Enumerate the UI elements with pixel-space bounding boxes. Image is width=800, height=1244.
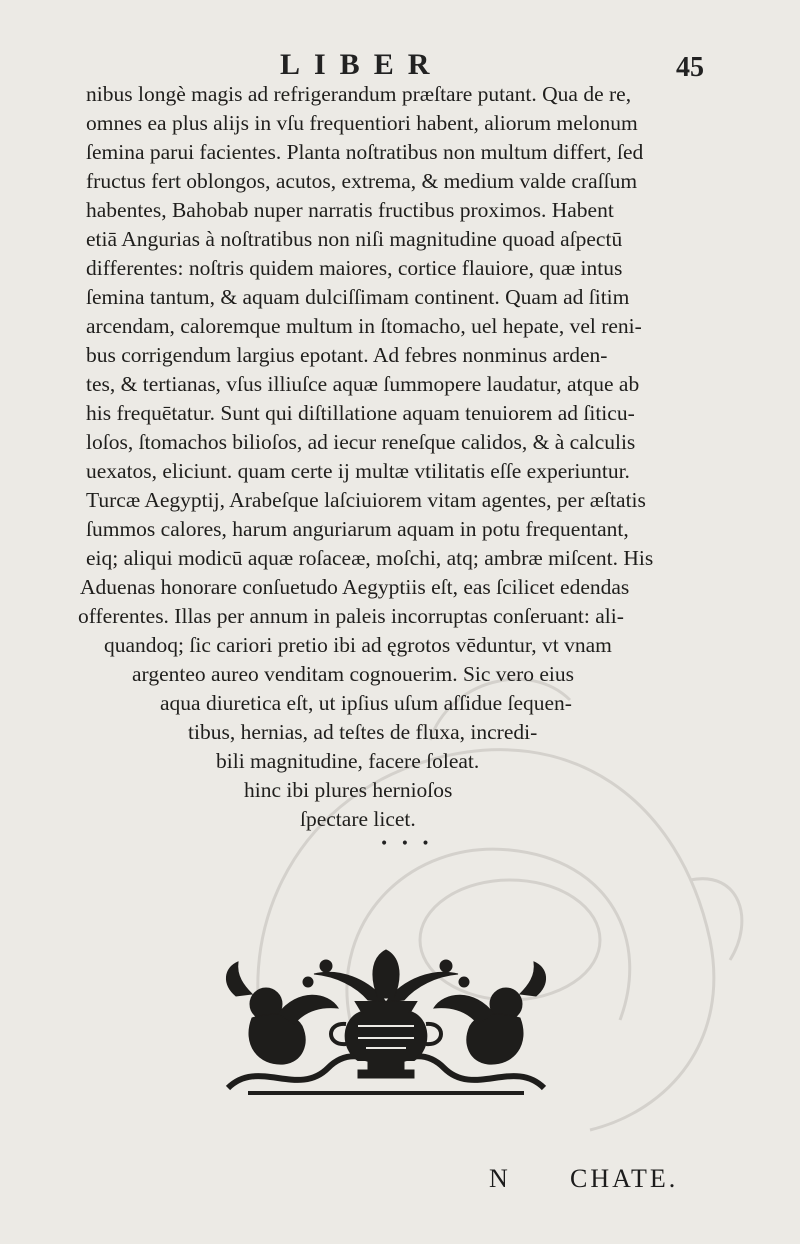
- text-line: bili magnitudine, facere ſoleat.: [216, 749, 480, 773]
- text-line: fructus fert oblongos, acutos, extrema, & medium valde craſſum: [86, 169, 638, 193]
- text-line: tibus, hernias, ad teſtes de fluxa, incredi-: [188, 720, 538, 744]
- running-title: LIBER: [280, 48, 444, 81]
- text-line: etiā Angurias à noſtratibus non niſi magnitudine quoad aſpectū: [86, 227, 623, 251]
- text-line: nibus longè magis ad refrigerandum præſtare putant. Qua de re,: [86, 82, 632, 106]
- page-header: [0, 44, 800, 84]
- text-line: quandoq; ſic cariori pretio ibi ad ęgrotos vēduntur, vt vnam: [104, 633, 612, 657]
- vase-with-cherubs-tailpiece-icon: [218, 948, 554, 1100]
- text-line: uexatos, eliciunt. quam certe ij multæ vtilitatis eſſe experiuntur.: [86, 459, 630, 483]
- text-line: ſemina parui facientes. Planta noſtratibus non multum differt, ſed: [86, 140, 644, 164]
- text-line: hinc ibi plures hernioſos: [244, 778, 453, 802]
- text-line: ſemina tantum, & aquam dulciſſimam continent. Quam ad ſitim: [86, 285, 630, 309]
- text-line: arcendam, caloremque multum in ſtomacho, uel hepate, vel reni-: [86, 314, 642, 338]
- text-line: ſpectare licet.: [300, 807, 416, 831]
- page-number: 45: [676, 52, 704, 83]
- text-line: bus corrigendum largius epotant. Ad febres nonminus arden-: [86, 343, 608, 367]
- page-footer: [0, 1160, 800, 1200]
- text-line: eiq; aliqui modicū aquæ roſaceæ, moſchi, atq; ambræ miſcent. His: [86, 546, 654, 570]
- text-line: omnes ea plus alijs in vſu frequentiori habent, aliorum melonum: [86, 111, 638, 135]
- text-line: habentes, Bahobab nuper narratis fructibus proximos. Habent: [86, 198, 614, 222]
- text-line: loſos, ſtomachos bilioſos, ad iecur reneſque calidos, & à calculis: [86, 430, 636, 454]
- catchword: CHATE.: [570, 1164, 679, 1193]
- text-line: his frequētatur. Sunt qui diſtillatione aquam tenuiorem ad ſiticu-: [86, 401, 635, 425]
- text-line: offerentes. Illas per annum in paleis incorruptas conſeruant: ali-: [78, 604, 624, 628]
- text-line: Aduenas honorare conſuetudo Aegyptiis eſt, eas ſcilicet edendas: [80, 575, 630, 599]
- text-line: tes, & tertianas, vſus illiuſce aquæ ſummopere laudatur, atque ab: [86, 372, 640, 396]
- text-line: Turcæ Aegyptij, Arabeſque laſciuiorem vitam agentes, per æſtatis: [86, 488, 646, 512]
- text-line: ſummos calores, harum anguriarum aquam in potu frequentant,: [86, 517, 629, 541]
- signature-mark: N: [489, 1164, 508, 1193]
- text-line: aqua diuretica eſt, ut ipſius uſum aſſidue ſequen-: [160, 691, 572, 715]
- fleuron-dots: • • •: [380, 836, 434, 852]
- text-line: argenteo aureo venditam cognouerim. Sic vero eius: [132, 662, 574, 686]
- text-line: differentes: noſtris quidem maiores, cortice flauiore, quæ intus: [86, 256, 623, 280]
